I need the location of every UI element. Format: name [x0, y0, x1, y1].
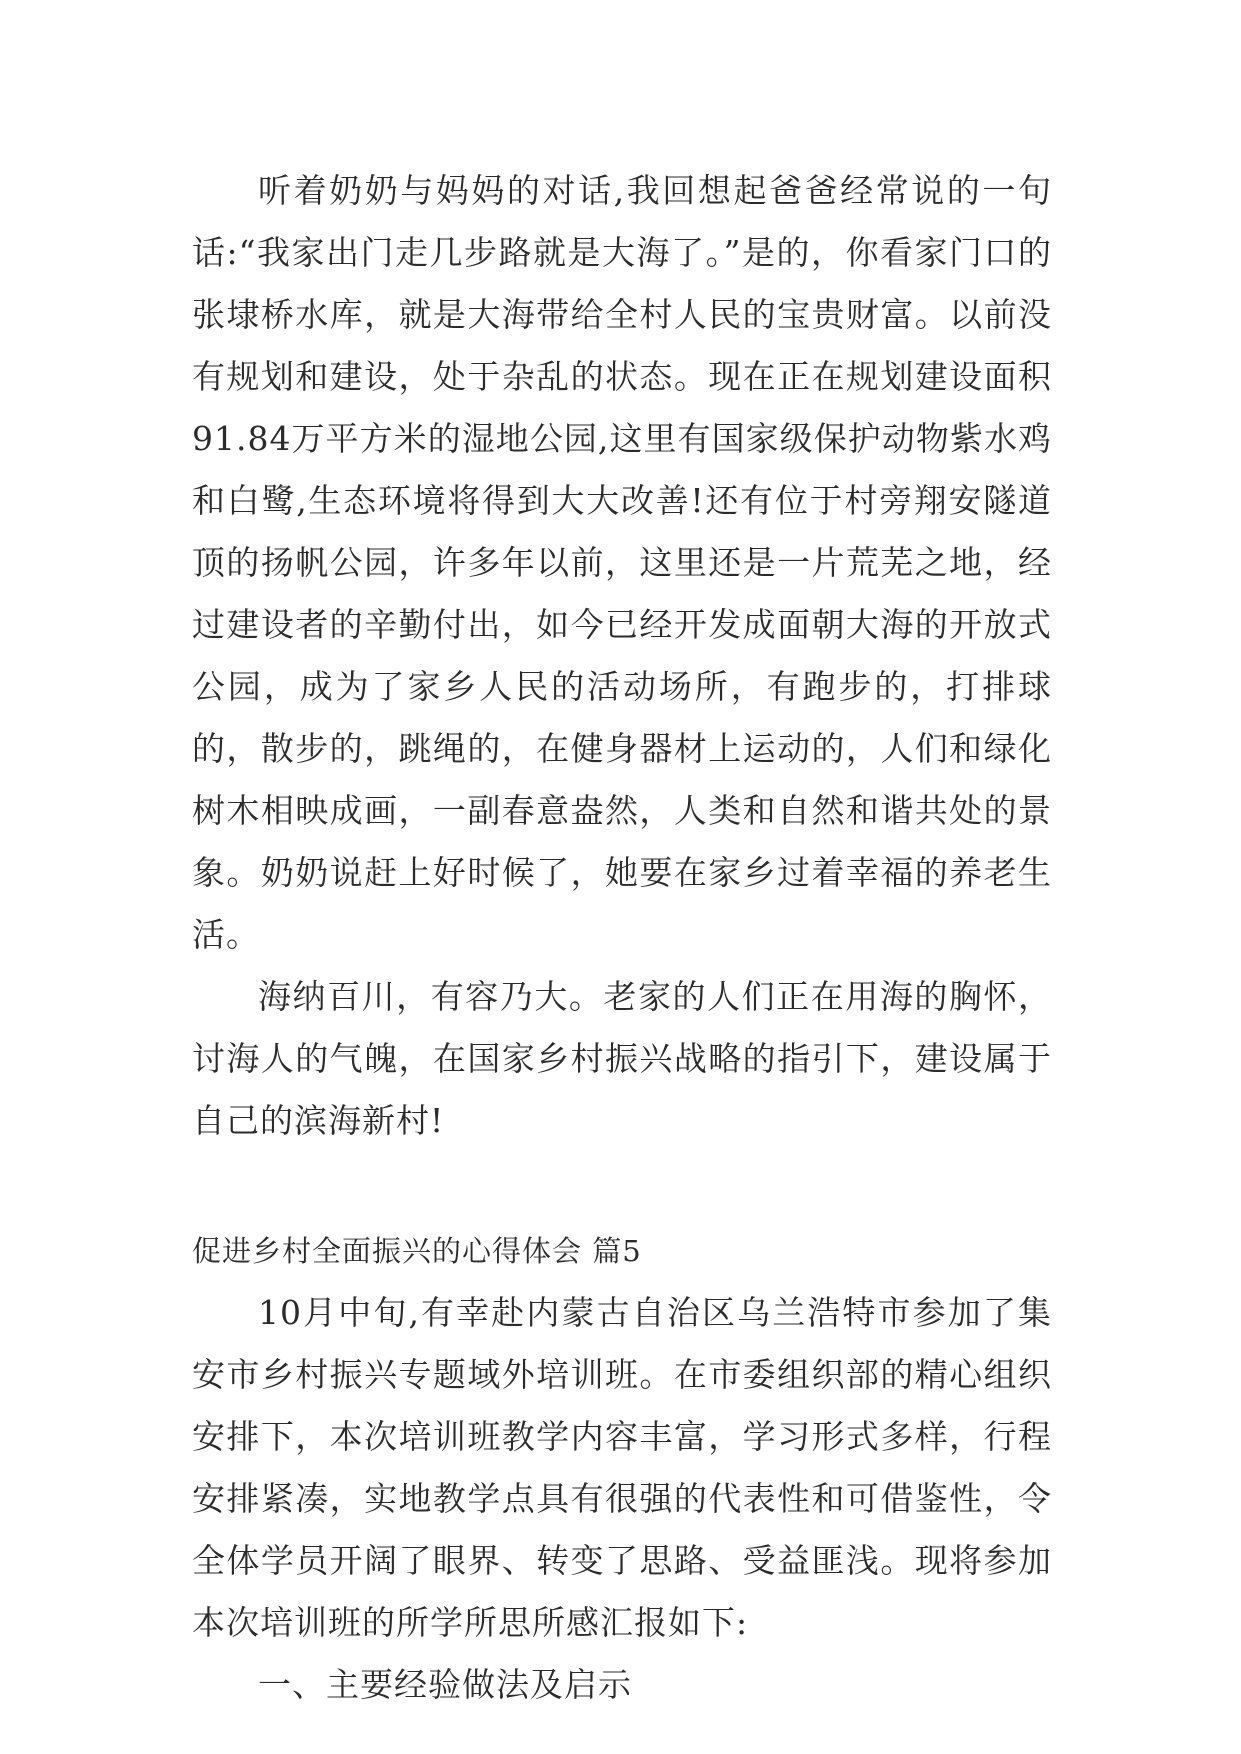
paragraph-training-intro: 10月中旬,有幸赴内蒙古自治区乌兰浩特市参加了集安市乡村振兴专题域外培训班。在市委组织部的精心组织安排下，本次培训班教学内容丰富，学习形式多样，行程安排紧凑，实地教学点具有很强的代表性和可借鉴性，令全体学员开阔了眼界、转变了思路、受益匪浅。现将参加本次培训班的所学所思所感汇报如下: — [192, 1293, 1052, 1642]
paragraph-grandma-dialogue: 听着奶奶与妈妈的对话,我回想起爸爸经常说的一句话:“我家出门走几步路就是大海了。”是的，你看家门口的张埭桥水库，就是大海带给全村人民的宝贵财富。以前没有规划和建设，处于杂乱的状态。现在正在规划建设面积91.84万平方米的湿地公园,这里有国家级保护动物紫水鸡和白鹭,生态环境将得到大大改善!还有位于村旁翔安隧道顶的扬帆公园，许多年以前，这里还是一片荒芜之地，经过建设者的辛勤付出，如今已经开发成面朝大海的开放式公园，成为了家乡人民的活动场所，有跑步的，打排球的，散步的，跳绳的，在健身器材上运动的，人们和绿化树木相映成画，一副春意盎然，人类和自然和谐共处的景象。奶奶说赶上好时候了，她要在家乡过着幸福的养老生活。 — [192, 171, 1052, 954]
section-heading: 促进乡村全面振兴的心得体会 篇5 — [192, 1234, 642, 1268]
document-body — [192, 160, 1052, 1716]
paragraph-seaside-village: 海纳百川，有容乃大。老家的人们正在用海的胸怀，讨海人的气魄，在国家乡村振兴战略的指引下，建设属于自己的滨海新村! — [192, 977, 1052, 1140]
subheading-main-experience: 一、主要经验做法及启示 — [258, 1665, 632, 1704]
